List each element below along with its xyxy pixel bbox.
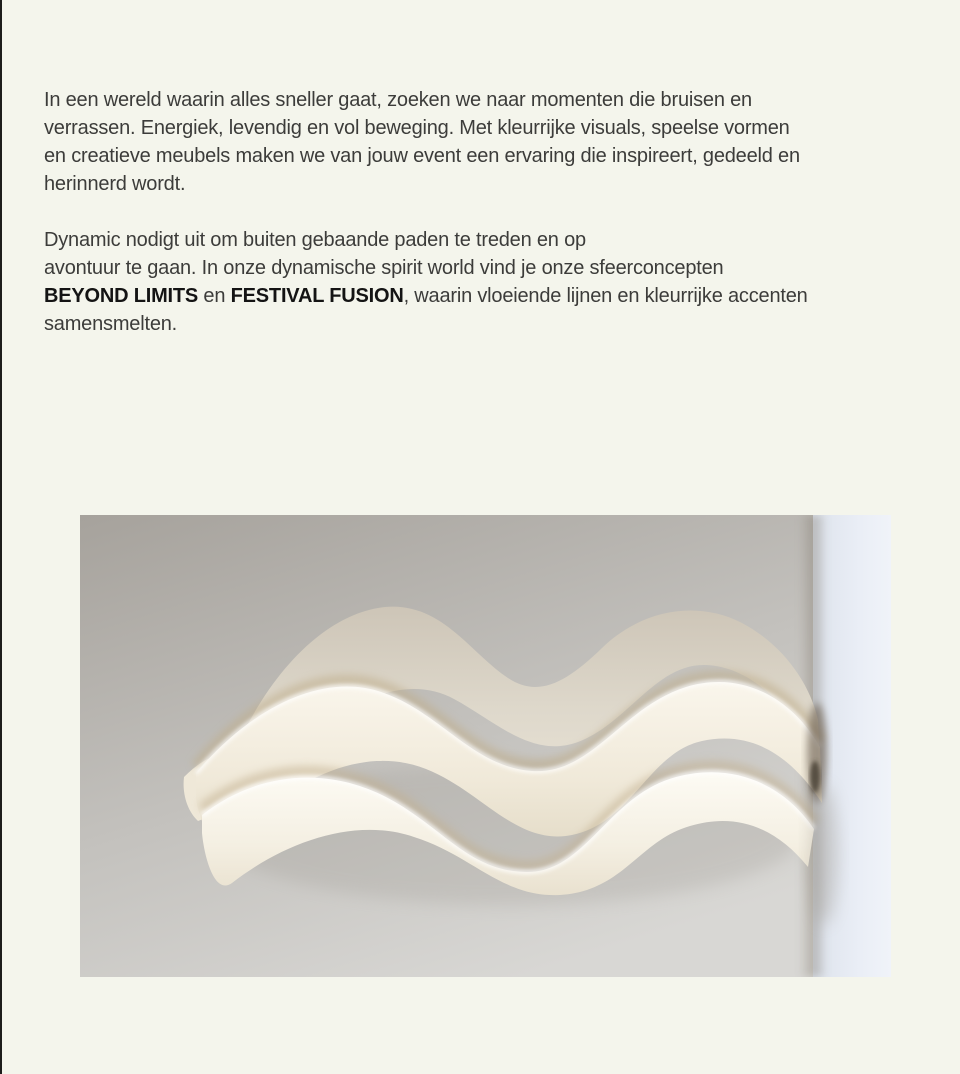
sculpture-photo-art [80, 515, 891, 977]
text-segment: Dynamic nodigt uit om buiten gebaande paden te treden en op [44, 229, 586, 251]
paragraph [44, 86, 894, 198]
paragraph [44, 226, 894, 338]
text-segment: en [198, 285, 231, 307]
text-line [44, 282, 894, 310]
sculpture-photo [80, 515, 891, 977]
text-segment: samensmelten. [44, 313, 178, 335]
text-line [44, 114, 894, 142]
text-line [44, 254, 894, 282]
text-line [44, 86, 894, 114]
wall-contact-dark-spot [810, 761, 820, 793]
text-line [44, 226, 894, 254]
wall-cast-shadow [810, 785, 838, 925]
text-segment: , waarin vloeiende lijnen en kleurrijke accenten [403, 285, 808, 307]
text-line [44, 310, 894, 338]
text-segment: In een wereld waarin alles sneller gaat, zoeken we naar momenten die bruisen en [44, 89, 752, 111]
text-line [44, 142, 894, 170]
intro-text [44, 86, 894, 366]
text-segment: herinnerd wordt. [44, 173, 186, 195]
text-line [44, 170, 894, 198]
concept-name: BEYOND LIMITS [44, 285, 199, 307]
concept-name: FESTIVAL FUSION [230, 285, 404, 307]
text-segment: verrassen. Energiek, levendig en vol beweging. Met kleurrijke visuals, speelse vormen [44, 117, 790, 139]
text-segment: avontuur te gaan. In onze dynamische spirit world vind je onze sfeerconcepten [44, 257, 724, 279]
text-segment: en creatieve meubels maken we van jouw event een ervaring die inspireert, gedeeld en [44, 145, 800, 167]
window-left-edge [0, 0, 2, 1074]
